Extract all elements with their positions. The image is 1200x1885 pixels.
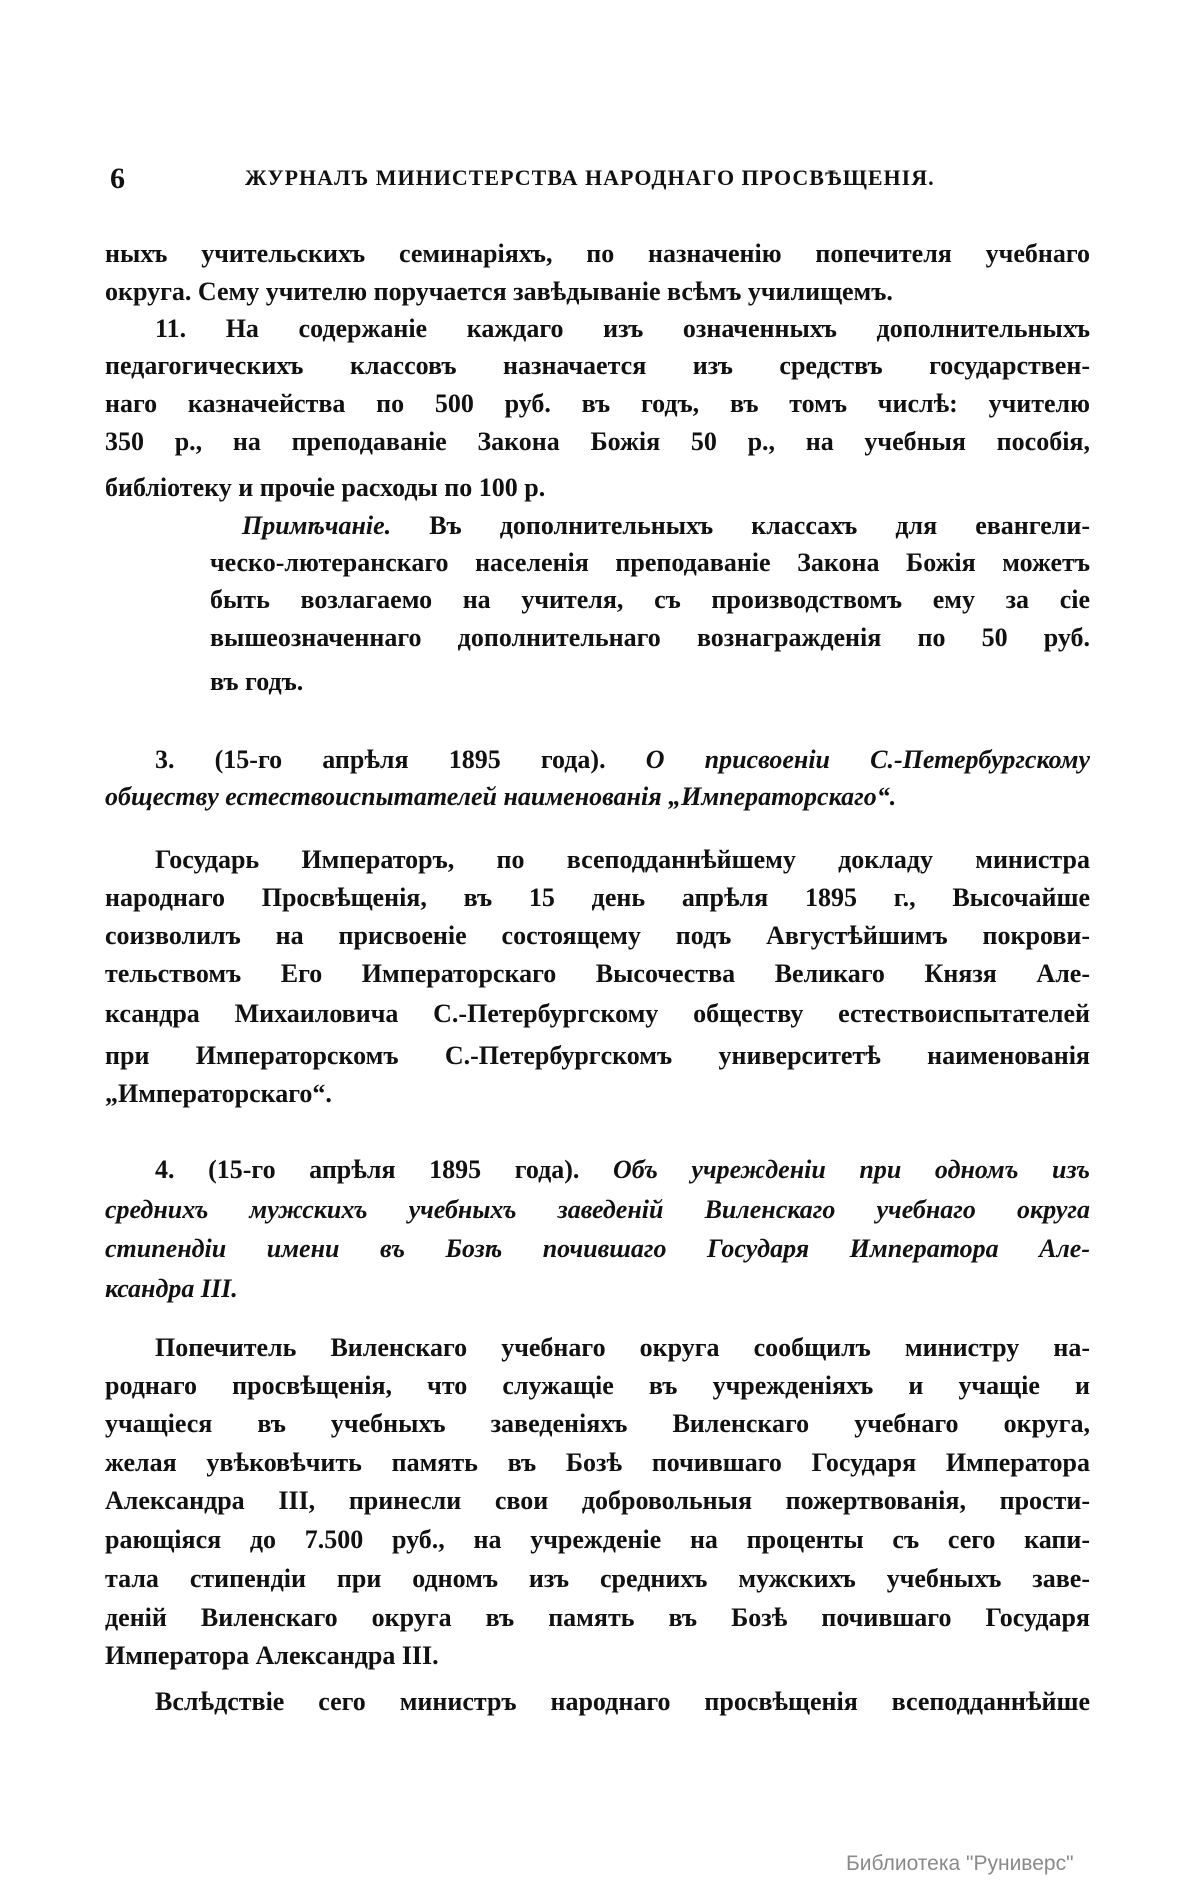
text-line: Императора Александра III.: [105, 1641, 439, 1670]
note-line: ческо-лютеранскаго населенія преподаваніе Закона Божія можетъ: [210, 548, 1090, 577]
library-watermark: Библиотека "Руниверс": [846, 1852, 1074, 1875]
note-line: быть возлагаемо на учителя, съ производствомъ ему за сіе: [210, 585, 1090, 614]
section-4-date: 4. (15-го апрѣля 1895 года).: [155, 1155, 580, 1184]
text-line: Попечитель Виленскаго учебнаго округа сообщилъ министру на-: [155, 1333, 1090, 1362]
section-4-title-line: ксандра III.: [105, 1274, 238, 1303]
text-line: учащіеся въ учебныхъ заведеніяхъ Виленскаго учебнаго округа,: [105, 1409, 1090, 1438]
text-line: тельствомъ Его Императорскаго Высочества Великаго Князя Але-: [105, 959, 1090, 988]
text-line: рающіяся до 7.500 руб., на учрежденіе на проценты съ сего капи-: [105, 1525, 1090, 1554]
text-line: при Императорскомъ С.-Петербургскомъ университетѣ наименованія: [105, 1041, 1090, 1070]
text-line: соизволилъ на присвоеніе состоящему подъ Августѣйшимъ покрови-: [105, 921, 1090, 950]
note-first-line: [242, 507, 1090, 545]
text-line: Государь Императоръ, по всеподданнѣйшему докладу министра: [155, 845, 1090, 874]
text-line: ксандра Михаиловича С.-Петербургскому обществу естествоиспытателей: [105, 999, 1090, 1028]
section-3-title-line: обществу естествоиспытателей наименованія „Императорскаго“.: [105, 782, 897, 811]
text-line: Вслѣдствіе сего министръ народнаго просвѣщенія всеподданнѣйше: [155, 1687, 1090, 1716]
section-3-date: 3. (15-го апрѣля 1895 года).: [155, 745, 606, 774]
note-label: Примѣчаніе.: [242, 511, 392, 540]
text-line: наго казначейства по 500 руб. въ годъ, въ томъ числѣ: учителю: [105, 389, 1090, 418]
text-line: деній Виленскаго округа въ память въ Бозѣ почившаго Государя: [105, 1603, 1090, 1632]
text-line: библіотеку и прочіе расходы по 100 р.: [105, 473, 546, 502]
text-line: народнаго Просвѣщенія, въ 15 день апрѣля 1895 г., Высочайше: [105, 883, 1090, 912]
text-line: педагогическихъ классовъ назначается изъ средствъ государствен-: [105, 351, 1090, 380]
text-line: округа. Сему учителю поручается завѣдываніе всѣмъ училищемъ.: [105, 277, 893, 306]
section-4-title: Объ учрежденіи при одномъ изъ: [613, 1155, 1090, 1184]
text-line: роднаго просвѣщенія, что служащіе въ учрежденіяхъ и учащіе и: [105, 1371, 1090, 1400]
text-line: 11. На содержаніе каждаго изъ означенныхъ дополнительныхъ: [155, 314, 1090, 343]
running-title: ЖУРНАЛЪ МИНИСТЕРСТВА НАРОДНАГО ПРОСВѢЩЕНІЯ.: [245, 165, 935, 190]
text-line: 350 р., на преподаваніе Закона Божія 50 р., на учебныя пособія,: [105, 427, 1090, 456]
text-line: тала стипендіи при одномъ изъ среднихъ мужскихъ учебныхъ заве-: [105, 1564, 1090, 1593]
section-3-heading: [155, 741, 1090, 779]
note-line: въ годъ.: [210, 667, 304, 696]
section-4-heading: [155, 1151, 1090, 1189]
text-line: желая увѣковѣчить память въ Бозѣ почившаго Государя Императора: [105, 1448, 1090, 1477]
note-text: Въ дополнительныхъ классахъ для евангели-: [429, 511, 1090, 540]
text-line: ныхъ учительскихъ семинаріяхъ, по назначенію попечителя учебнаго: [105, 239, 1090, 268]
page-number: 6: [110, 162, 125, 195]
section-4-title-line: среднихъ мужскихъ учебныхъ заведеній Виленскаго учебнаго округа: [105, 1195, 1090, 1224]
note-line: вышеозначеннаго дополнительнаго вознагражденія по 50 руб.: [210, 623, 1090, 652]
text-line: „Императорскаго“.: [105, 1079, 332, 1108]
section-3-title: О присвоеніи С.-Петербургскому: [645, 745, 1091, 774]
section-4-title-line: стипендіи имени въ Бозѣ почившаго Государя Императора Але-: [105, 1234, 1090, 1263]
text-line: Александра III, принесли свои добровольныя пожертвованія, прости-: [105, 1486, 1090, 1515]
